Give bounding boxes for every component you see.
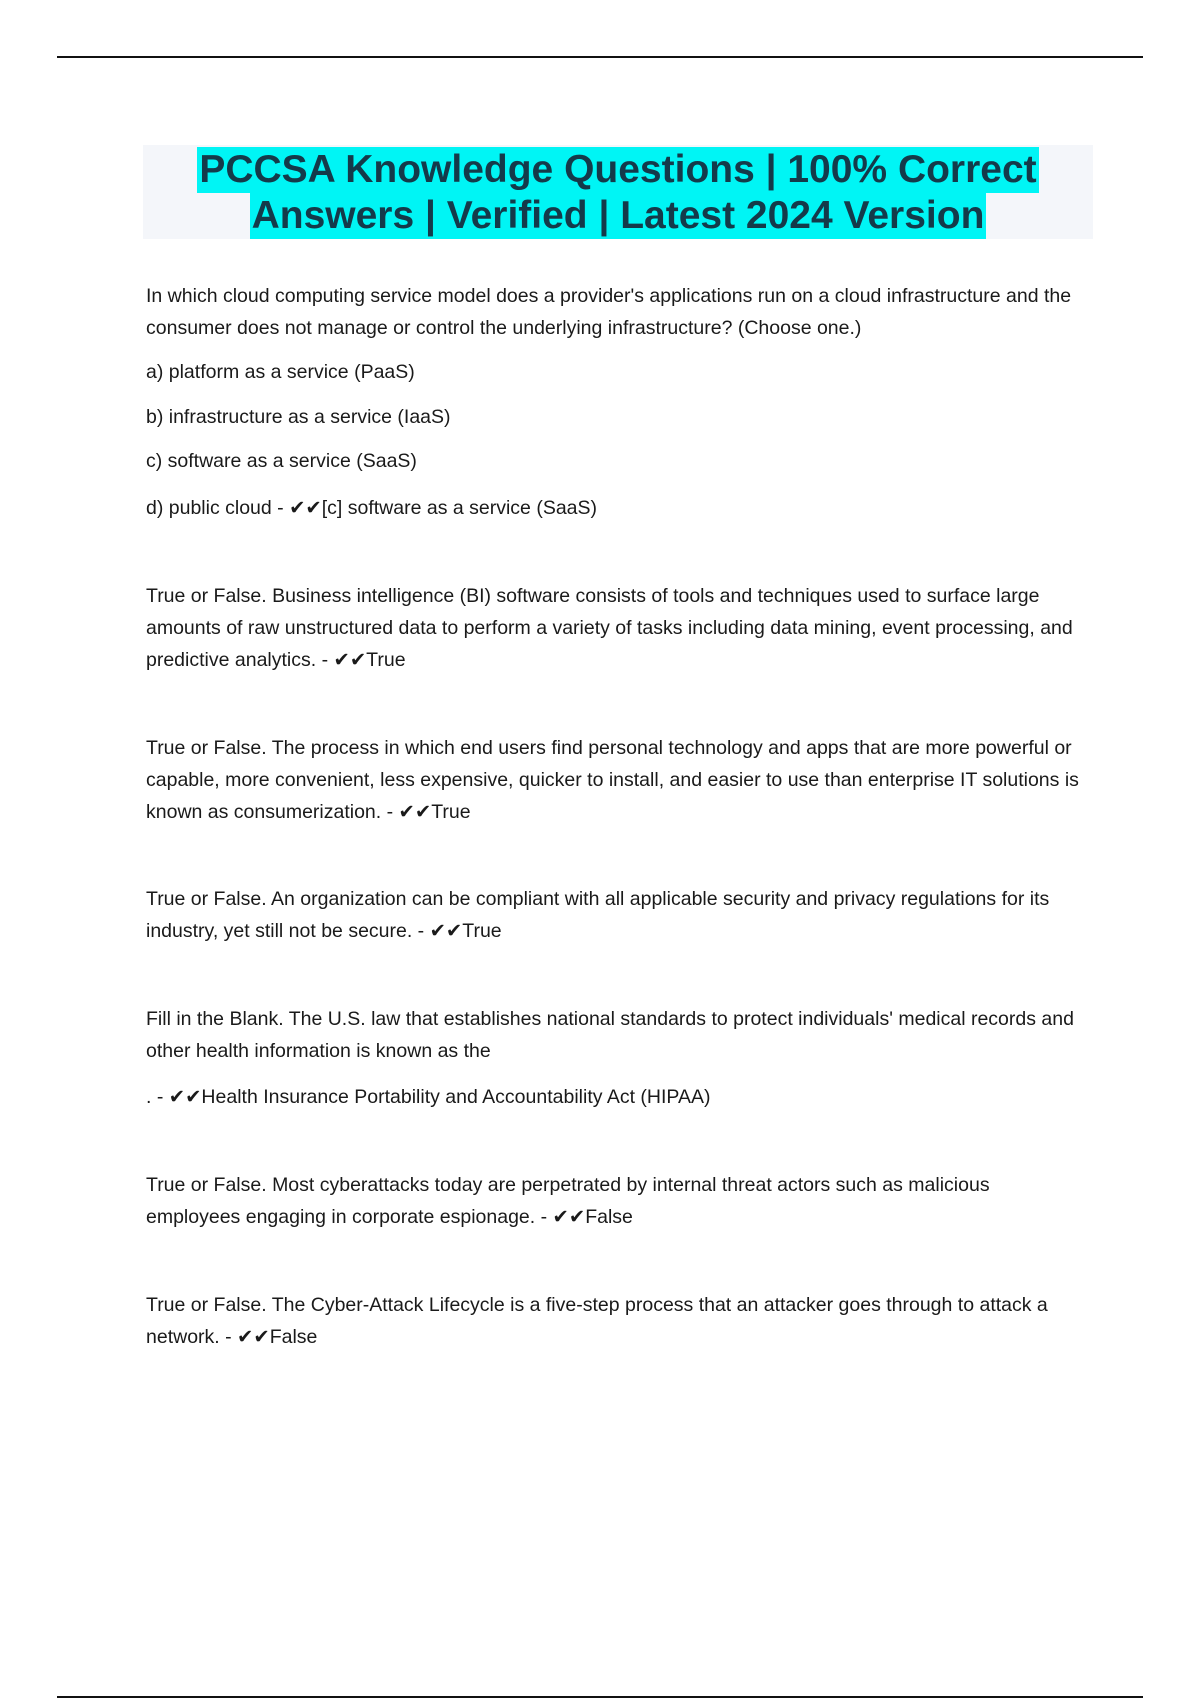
question-3 [146, 732, 1096, 828]
title-block [143, 145, 1093, 239]
question-text: True or False. Most cyberattacks today are perpetrated by internal threat actors such as malicious employees engaging in corporate espionage. - ✔✔False [146, 1174, 990, 1228]
question-text: True or False. Business intelligence (BI) software consists of tools and techniques used to surface large amounts of raw unstructured data to perform a variety of tasks including data mining, event processing, and predictive analytics. - ✔✔True [146, 585, 1073, 671]
question-list [146, 280, 1096, 1353]
title-line-1: PCCSA Knowledge Questions | 100% Correct [199, 148, 1037, 191]
top-rule [57, 56, 1143, 58]
answer-text: . - ✔✔Health Insurance Portability and Accountability Act (HIPAA) [146, 1086, 711, 1108]
bottom-rule [57, 1696, 1143, 1698]
question-text: True or False. The process in which end users find personal technology and apps that are more powerful or capable, more convenient, less expensive, quicker to install, and easier to use than enterprise IT solutions is known as consumerization. - ✔✔True [146, 737, 1079, 823]
question-7 [146, 1289, 1096, 1353]
question-5 [146, 1003, 1096, 1113]
question-6 [146, 1169, 1096, 1233]
question-text: In which cloud computing service model does a provider's applications run on a cloud infrastructure and the consumer does not manage or control the underlying infrastructure? (Choose one.) [146, 285, 1072, 339]
title-line-2: Answers | Verified | Latest 2024 Version [251, 194, 985, 237]
question-text: True or False. An organization can be compliant with all applicable security and privacy regulations for its industry, yet still not be secure. - ✔✔True [146, 888, 1050, 942]
question-4 [146, 883, 1096, 947]
question-text: Fill in the Blank. The U.S. law that establishes national standards to protect individuals' medical records and other health information is known as the [146, 1008, 1074, 1062]
option-b: b) infrastructure as a service (IaaS) [146, 406, 451, 428]
option-a: a) platform as a service (PaaS) [146, 361, 415, 383]
question-2 [146, 580, 1096, 676]
option-d-answer: d) public cloud - ✔✔[c] software as a service (SaaS) [146, 497, 598, 519]
question-text: True or False. The Cyber-Attack Lifecycle is a five-step process that an attacker goes through to attack a network. - ✔✔False [146, 1294, 1048, 1348]
option-c: c) software as a service (SaaS) [146, 450, 417, 472]
question-1 [146, 280, 1096, 524]
